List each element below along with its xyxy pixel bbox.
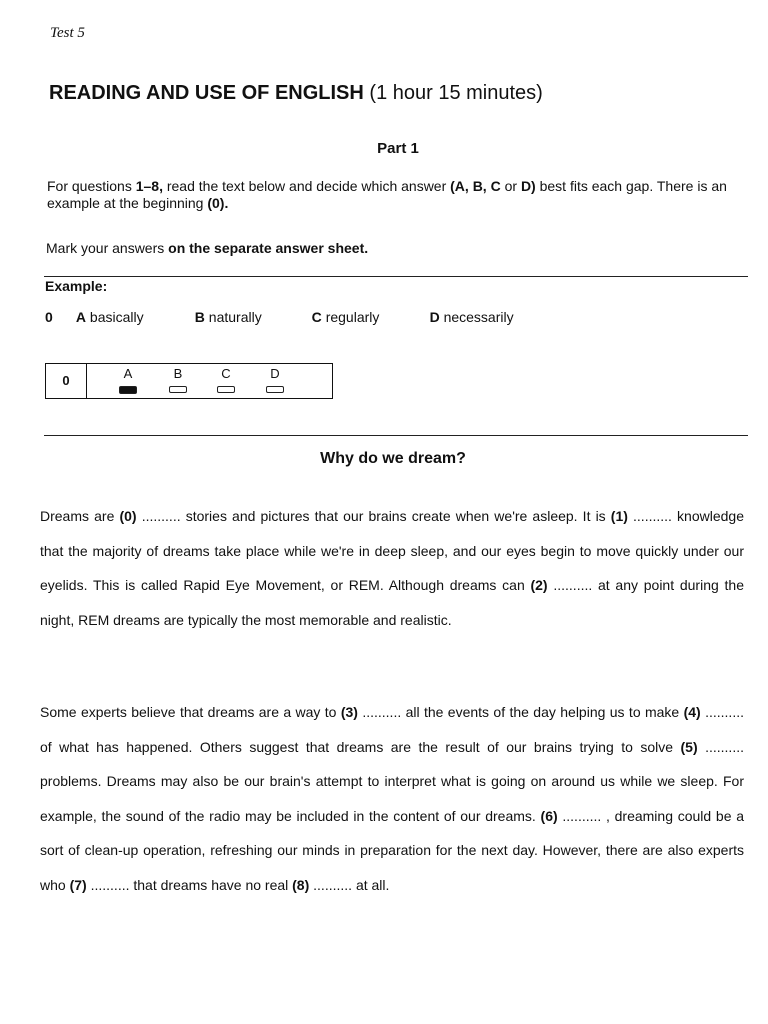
example-option-d: D necessarily [429,309,514,325]
gap-number: (8) [292,876,310,893]
passage-text: .......... knowledge that the majority of dreams take place while we're in deep sleep, and our eyes begin to move quickly under our eyelids. This is called Rapid Eye Movement, or REM. Although dreams can [40,508,744,593]
passage-text: Dreams are [40,508,120,524]
section-duration: (1 hour 15 minutes) [369,82,543,104]
instructions [47,178,759,212]
passage-text: Some experts believe that dreams are a way to [40,704,341,720]
answer-sheet-example [45,363,333,399]
gap-number: (7) [69,876,87,893]
section-title: READING AND USE OF ENGLISH [49,82,364,104]
passage-text: .......... stories and pictures that our brains create when we're asleep. It is [136,508,611,524]
instr-choice-d: D) [520,178,536,194]
answer-lozenge [169,386,187,393]
answer-bubble-b: B [167,366,189,393]
instr-range: 1–8, [135,178,163,194]
answer-lozenge [266,386,284,393]
example-option-c: C regularly [311,309,380,325]
instr-example-ref: (0). [207,195,229,211]
example-number: 0 [45,309,53,325]
answer-lozenge [217,386,235,393]
divider-bottom [44,435,748,436]
example-options [45,309,514,325]
passage-text: .......... of what has happened. Others suggest that dreams are the result of our brains trying to solve [40,704,744,755]
gap-number: (2) [530,577,548,593]
instr-text: best fits each gap. There is an example at the beginning [47,178,727,211]
example-option-a: A basically [75,309,144,325]
answer-bubble-a: A [117,366,139,394]
mark-text: Mark your answers [46,240,169,256]
gap-number: (0) [119,508,137,524]
example-label: Example: [45,278,108,294]
test-label: Test 5 [50,25,85,41]
answer-lozenge-filled [119,386,137,394]
gap-number: (1) [610,508,628,524]
passage-text: .......... problems. Dreams may also be our brain's attempt to interpret what is going on around us while we sleep. For example, the sound of the radio may be included in the content of our dreams. [40,738,744,824]
answer-bubble-d: D [264,366,286,393]
example-option-b: B naturally [194,309,262,325]
answer-bubble-c: C [215,366,237,393]
answer-number: 0 [46,364,87,398]
mark-emphasis: on the separate answer sheet. [168,240,369,256]
part-title: Part 1 [377,140,419,157]
gap-number: (6) [540,807,558,824]
passage-title: Why do we dream? [320,450,466,467]
divider-top [44,276,748,277]
passage-text: .......... at any point during the night, REM dreams are typically the most memorable and realistic. [40,577,744,628]
instr-text: read the text below and decide which answer [162,178,451,194]
passage-text: .......... , dreaming could be a sort of clean-up operation, refreshing our minds in preparation for the next day. However, there are also experts who [40,807,744,893]
gap-number: (3) [340,704,358,720]
section-heading [49,82,543,105]
gap-number: (4) [683,704,701,720]
passage-text: .......... that dreams have no real [86,876,293,893]
mark-instruction [46,240,368,256]
gap-number: (5) [680,738,698,755]
passage-paragraph-2 [40,695,744,902]
instr-text: For questions [47,178,136,194]
instr-choices: (A, B, C [450,178,501,194]
passage-text: .......... at all. [309,876,390,893]
passage-text: .......... all the events of the day helping us to make [357,704,684,720]
instr-text: or [500,178,521,194]
passage-paragraph-1 [40,499,744,637]
